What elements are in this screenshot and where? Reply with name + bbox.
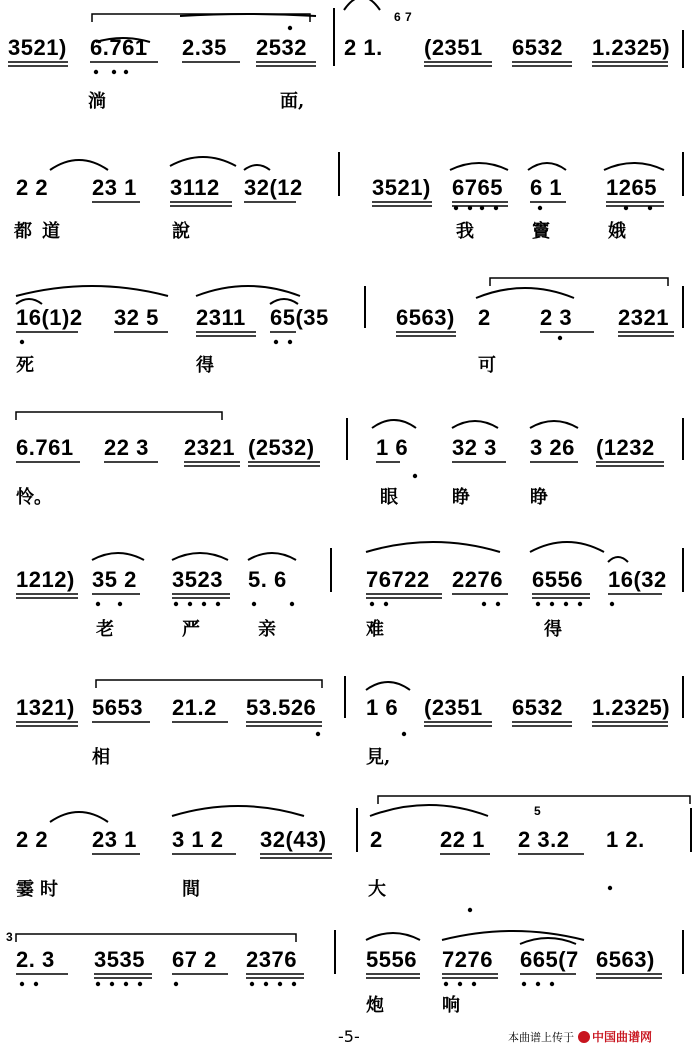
site-footer xyxy=(508,1028,652,1045)
octave-dot xyxy=(496,602,500,606)
lyric: 难 xyxy=(366,619,384,640)
slur xyxy=(50,160,108,170)
bracket-line xyxy=(378,796,690,804)
note-group: 23 1 xyxy=(92,175,137,200)
octave-dot xyxy=(402,732,406,736)
slur xyxy=(172,553,228,560)
note-group: 2 3 xyxy=(540,305,573,330)
octave-dot xyxy=(118,602,122,606)
barline xyxy=(334,930,336,974)
slur xyxy=(196,286,300,296)
octave-dot xyxy=(274,340,278,344)
note-group: 35 2 xyxy=(92,567,137,592)
slur xyxy=(248,553,296,560)
lyric: 霎时 xyxy=(16,879,64,900)
note-group: 6.761 xyxy=(16,435,74,460)
note-group: 1.2325) xyxy=(592,695,671,720)
note-group: 1321) xyxy=(16,695,75,720)
lyric: 亲 xyxy=(258,619,276,640)
note-group: 2321 xyxy=(184,435,235,460)
note-group: 6563) xyxy=(396,305,455,330)
note-group: 6563) xyxy=(596,947,655,972)
note-group: 32(12 xyxy=(244,175,303,200)
note-group: 1 6 xyxy=(366,695,399,720)
slur xyxy=(608,557,628,562)
note-group: 2376 xyxy=(246,947,297,972)
note-group: 2.35 xyxy=(182,35,227,60)
note-group: 3521) xyxy=(372,175,431,200)
note-group: 3523 xyxy=(172,567,223,592)
barline xyxy=(344,676,346,718)
note-group: 2. 3 xyxy=(16,947,55,972)
note-group: (1232 xyxy=(596,435,655,460)
octave-dot xyxy=(454,206,458,210)
note-group: (2351 xyxy=(424,35,483,60)
lyric: 睁 xyxy=(452,487,470,508)
lyric: 都道 xyxy=(14,221,70,242)
slur xyxy=(16,286,168,296)
octave-dot xyxy=(174,982,178,986)
octave-dot xyxy=(536,982,540,986)
slur xyxy=(16,299,42,304)
octave-dot xyxy=(138,982,142,986)
note-group: 6532 xyxy=(512,35,563,60)
bracket-line xyxy=(490,278,668,286)
grace-note: 5 xyxy=(534,804,542,818)
site-logo-icon xyxy=(578,1031,590,1043)
octave-dot xyxy=(494,206,498,210)
bracket-line xyxy=(16,412,222,420)
lyric: 老 xyxy=(96,619,114,640)
note-group: 32 3 xyxy=(452,435,497,460)
note-group: 5653 xyxy=(92,695,143,720)
octave-dot xyxy=(370,602,374,606)
note-group: 7276 xyxy=(442,947,493,972)
lyric: 面, xyxy=(280,91,305,112)
note-group: 32(43) xyxy=(260,827,327,852)
octave-dot xyxy=(610,602,614,606)
octave-dot xyxy=(480,206,484,210)
octave-dot xyxy=(96,982,100,986)
slur xyxy=(366,542,500,552)
barline xyxy=(682,30,684,68)
octave-dot xyxy=(608,886,612,890)
octave-dot xyxy=(564,602,568,606)
note-group: 6.761 xyxy=(90,35,148,60)
barline xyxy=(682,286,684,328)
octave-dot xyxy=(20,982,24,986)
octave-dot xyxy=(124,982,128,986)
octave-dot xyxy=(444,982,448,986)
lyric: 間 xyxy=(182,879,200,900)
octave-dot xyxy=(648,206,652,210)
note-group: (2351 xyxy=(424,695,483,720)
footer-brand: 中国曲谱网 xyxy=(592,1030,653,1044)
note-group: 5556 xyxy=(366,947,417,972)
note-group: 2 xyxy=(370,827,383,852)
lyric: 竇 xyxy=(532,221,550,242)
octave-dot xyxy=(578,602,582,606)
note-group: 53.526 xyxy=(246,695,317,720)
barline xyxy=(682,418,684,460)
slur xyxy=(604,163,664,170)
octave-dot xyxy=(290,602,294,606)
note-group: 22 1 xyxy=(440,827,485,852)
lyric: 可 xyxy=(478,355,496,376)
octave-dot xyxy=(458,982,462,986)
octave-dot xyxy=(264,982,268,986)
note-group: 2321 xyxy=(618,305,669,330)
slur xyxy=(170,157,236,166)
barline xyxy=(333,8,335,66)
note-group: 6765 xyxy=(452,175,503,200)
barline xyxy=(682,152,684,196)
note-group: 2311 xyxy=(196,305,246,330)
barline xyxy=(346,418,348,460)
octave-dot xyxy=(34,982,38,986)
octave-dot xyxy=(624,206,628,210)
octave-dot xyxy=(538,206,542,210)
slur xyxy=(370,805,488,816)
octave-dot xyxy=(174,602,178,606)
lyric: 相 xyxy=(92,747,110,768)
note-group: 6 1 xyxy=(530,175,563,200)
barline xyxy=(690,808,692,852)
slur xyxy=(476,288,574,298)
slur xyxy=(366,682,410,690)
slur xyxy=(50,812,108,822)
note-group: 3521) xyxy=(8,35,67,60)
note-group: 76722 xyxy=(366,567,430,592)
note-group: 23 1 xyxy=(92,827,137,852)
octave-dot xyxy=(468,206,472,210)
lyric: 怜。 xyxy=(16,487,52,508)
note-group: 5. 6 xyxy=(248,567,287,592)
barline xyxy=(356,808,358,852)
note-group: 2532 xyxy=(256,35,307,60)
note-group: 3535 xyxy=(94,947,145,972)
grace-note: 3 xyxy=(6,930,14,944)
octave-dot xyxy=(558,336,562,340)
slur xyxy=(172,806,304,816)
octave-dot xyxy=(384,602,388,606)
slur xyxy=(520,938,576,944)
octave-dot xyxy=(472,982,476,986)
octave-dot xyxy=(202,602,206,606)
slur xyxy=(530,542,604,552)
octave-dot xyxy=(94,70,98,74)
lyric: 严 xyxy=(182,619,200,640)
note-group: (2532) xyxy=(248,435,315,460)
note-group: 6556 xyxy=(532,567,583,592)
note-group: 3112 xyxy=(170,175,220,200)
octave-dot xyxy=(188,602,192,606)
slur xyxy=(344,0,380,10)
lyric: 死 xyxy=(16,355,34,376)
note-group: 2 2 xyxy=(16,175,49,200)
octave-dot xyxy=(252,602,256,606)
lyric: 說 xyxy=(172,221,190,242)
octave-dot xyxy=(20,340,24,344)
octave-dot xyxy=(468,908,472,912)
note-group: 16(32 xyxy=(608,567,667,592)
slur xyxy=(366,933,420,940)
bracket-line xyxy=(96,680,322,688)
note-group: 1 6 xyxy=(376,435,409,460)
note-group: 2 3.2 xyxy=(518,827,570,852)
note-group: 2276 xyxy=(452,567,503,592)
slur xyxy=(528,163,566,170)
note-group: 32 5 xyxy=(114,305,159,330)
octave-dot xyxy=(288,26,292,30)
note-group: 3 1 2 xyxy=(172,827,224,852)
barline xyxy=(682,676,684,718)
octave-dot xyxy=(110,982,114,986)
octave-dot xyxy=(112,70,116,74)
slur xyxy=(270,299,298,304)
note-group: 665(7 xyxy=(520,947,579,972)
slur xyxy=(244,165,270,170)
bracket-line xyxy=(16,934,296,942)
note-group: 2 1. xyxy=(344,35,383,60)
octave-dot xyxy=(250,982,254,986)
lyric: 得 xyxy=(196,355,214,376)
note-group: 1212) xyxy=(16,567,75,592)
octave-dot xyxy=(292,982,296,986)
octave-dot xyxy=(550,982,554,986)
octave-dot xyxy=(522,982,526,986)
lyric: 得 xyxy=(544,619,562,640)
lyric: 响 xyxy=(442,995,460,1016)
note-group: 6532 xyxy=(512,695,563,720)
octave-dot xyxy=(278,982,282,986)
note-group: 65(35 xyxy=(270,305,329,330)
note-group: 1.2325) xyxy=(592,35,671,60)
octave-dot xyxy=(96,602,100,606)
grace-note: 6 7 xyxy=(394,10,413,24)
note-group: 2 xyxy=(478,305,491,330)
barline xyxy=(682,930,684,974)
octave-dot xyxy=(536,602,540,606)
lyric: 眼 xyxy=(380,487,398,508)
octave-dot xyxy=(124,70,128,74)
page-number: -5- xyxy=(338,1027,360,1046)
octave-dot xyxy=(288,340,292,344)
lyric: 睁 xyxy=(530,487,548,508)
note-group: 16(1)2 xyxy=(16,305,83,330)
note-group: 2 2 xyxy=(16,827,49,852)
barline xyxy=(682,548,684,592)
lyric: 淌 xyxy=(88,91,106,112)
octave-dot xyxy=(216,602,220,606)
note-group: 22 3 xyxy=(104,435,149,460)
note-group: 21.2 xyxy=(172,695,217,720)
barline xyxy=(364,286,366,328)
lyric: 娥 xyxy=(608,221,626,242)
octave-dot xyxy=(482,602,486,606)
lyric: 見, xyxy=(366,747,391,768)
note-group: 1265 xyxy=(606,175,657,200)
lyric: 炮 xyxy=(366,995,384,1016)
lyric: 我 xyxy=(456,221,474,242)
slur xyxy=(92,553,144,560)
note-group: 3 26 xyxy=(530,435,575,460)
octave-dot xyxy=(316,732,320,736)
slur xyxy=(530,421,578,428)
octave-dot xyxy=(413,474,417,478)
barline xyxy=(338,152,340,196)
footer-text: 本曲谱上传于 xyxy=(508,1031,574,1044)
slur xyxy=(372,420,416,428)
barline xyxy=(330,548,332,592)
slur xyxy=(452,421,498,428)
octave-dot xyxy=(550,602,554,606)
note-group: 1 2. xyxy=(606,827,645,852)
note-group: 67 2 xyxy=(172,947,217,972)
slur xyxy=(450,163,508,170)
lyric: 大 xyxy=(368,879,386,900)
